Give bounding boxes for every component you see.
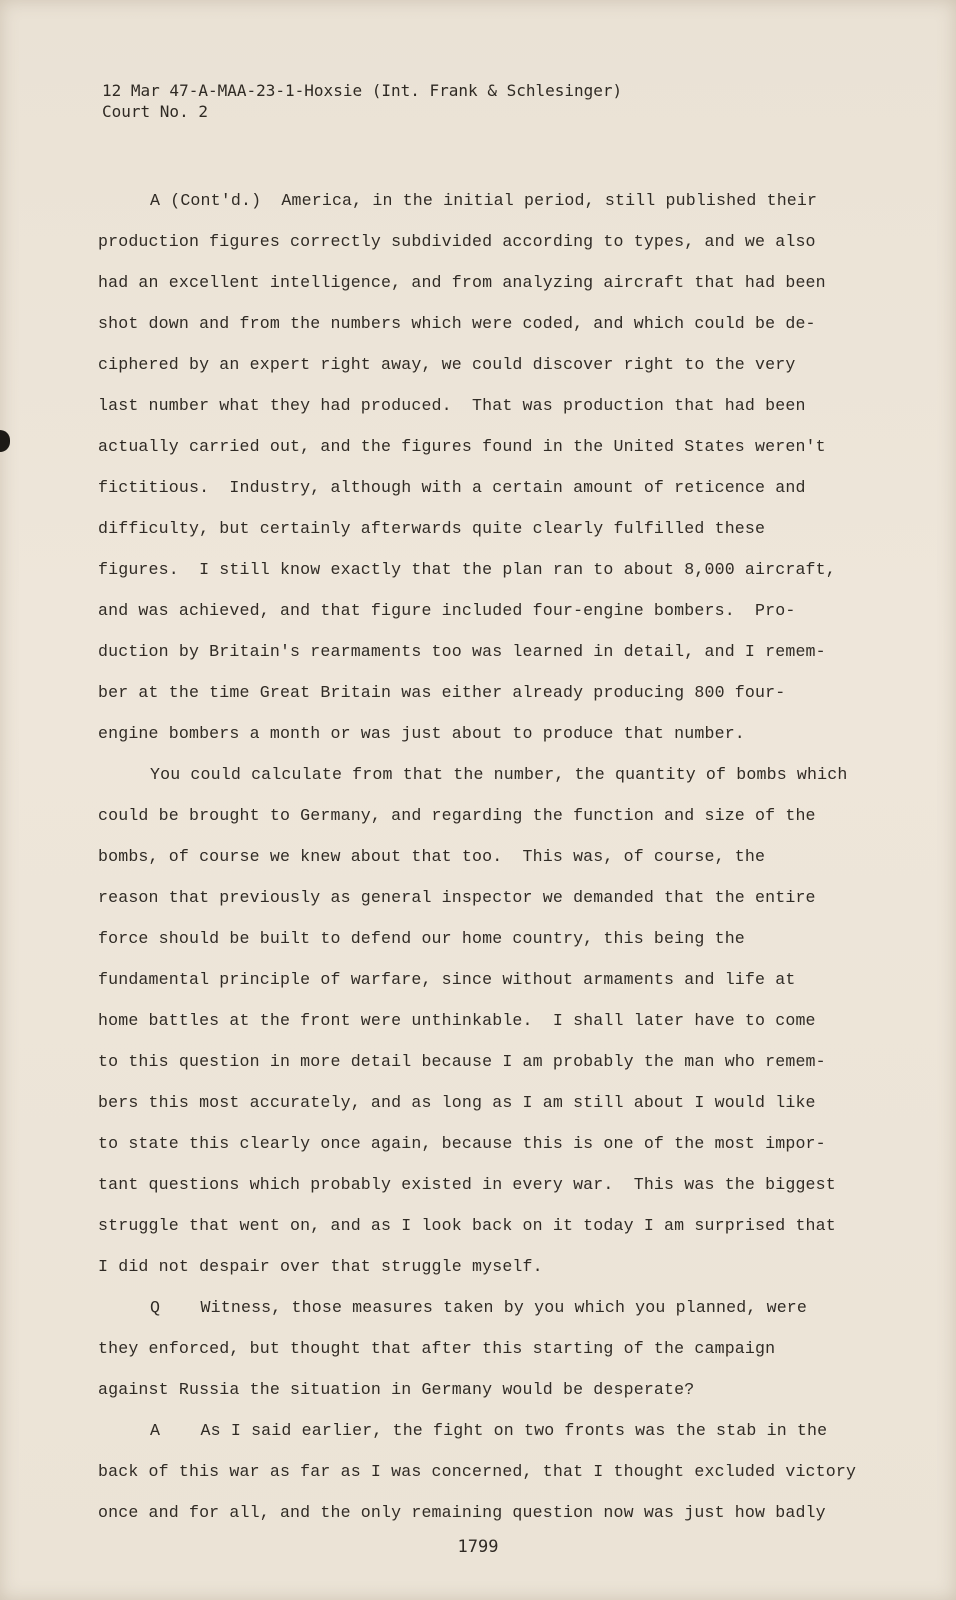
transcript-line: engine bombers a month or was just about to produce that number. <box>98 724 745 743</box>
transcript-line: struggle that went on, and as I look back on it today I am surprised that <box>98 1216 836 1235</box>
transcript-line: had an excellent intelligence, and from analyzing aircraft that had been <box>98 273 826 292</box>
transcript-body <box>98 180 898 1533</box>
transcript-line: ber at the time Great Britain was either already producing 800 four- <box>98 683 786 702</box>
transcript-line: could be brought to Germany, and regarding the function and size of the <box>98 806 816 825</box>
transcript-line: to this question in more detail because I am probably the man who remem- <box>98 1052 826 1071</box>
transcript-line: Q Witness, those measures taken by you which you planned, were <box>150 1298 808 1317</box>
transcript-line: bombs, of course we knew about that too. This was, of course, the <box>98 847 766 866</box>
transcript-line: I did not despair over that struggle myself. <box>98 1257 543 1276</box>
header-court-line: Court No. 2 <box>102 102 208 121</box>
transcript-line: A (Cont'd.) America, in the initial period, still published their <box>150 191 818 210</box>
transcript-line: bers this most accurately, and as long as I am still about I would like <box>98 1093 816 1112</box>
header-case-line: 12 Mar 47-A-MAA-23-1-Hoxsie (Int. Frank & Schlesinger) <box>102 81 623 100</box>
transcript-line: last number what they had produced. That was production that had been <box>98 396 806 415</box>
binder-hole-mark <box>0 430 10 452</box>
transcript-line: actually carried out, and the figures found in the United States weren't <box>98 437 826 456</box>
transcript-line: force should be built to defend our home country, this being the <box>98 929 745 948</box>
transcript-line: fundamental principle of warfare, since without armaments and life at <box>98 970 796 989</box>
transcript-line: difficulty, but certainly afterwards quite clearly fulfilled these <box>98 519 766 538</box>
transcript-line: figures. I still know exactly that the plan ran to about 8,000 aircraft, <box>98 560 836 579</box>
transcript-line: fictitious. Industry, although with a certain amount of reticence and <box>98 478 806 497</box>
transcript-line: to state this clearly once again, because this is one of the most impor- <box>98 1134 826 1153</box>
transcript-line: they enforced, but thought that after this starting of the campaign <box>98 1339 776 1358</box>
transcript-line: once and for all, and the only remaining question now was just how badly <box>98 1503 826 1522</box>
transcript-line: reason that previously as general inspector we demanded that the entire <box>98 888 816 907</box>
page-number: 1799 <box>457 1537 499 1557</box>
transcript-line: against Russia the situation in Germany would be desperate? <box>98 1380 695 1399</box>
transcript-line: tant questions which probably existed in every war. This was the biggest <box>98 1175 836 1194</box>
transcript-line: production figures correctly subdivided according to types, and we also <box>98 232 816 251</box>
transcript-line: back of this war as far as I was concerned, that I thought excluded victory <box>98 1462 857 1481</box>
document-header <box>102 80 622 122</box>
transcript-line: ciphered by an expert right away, we could discover right to the very <box>98 355 796 374</box>
transcript-line: You could calculate from that the number, the quantity of bombs which <box>150 765 848 784</box>
transcript-line: duction by Britain's rearmaments too was learned in detail, and I remem- <box>98 642 826 661</box>
transcript-line: shot down and from the numbers which were coded, and which could be de- <box>98 314 816 333</box>
transcript-line: A As I said earlier, the fight on two fronts was the stab in the <box>150 1421 828 1440</box>
transcript-line: home battles at the front were unthinkable. I shall later have to come <box>98 1011 816 1030</box>
transcript-line: and was achieved, and that figure included four-engine bombers. Pro- <box>98 601 796 620</box>
